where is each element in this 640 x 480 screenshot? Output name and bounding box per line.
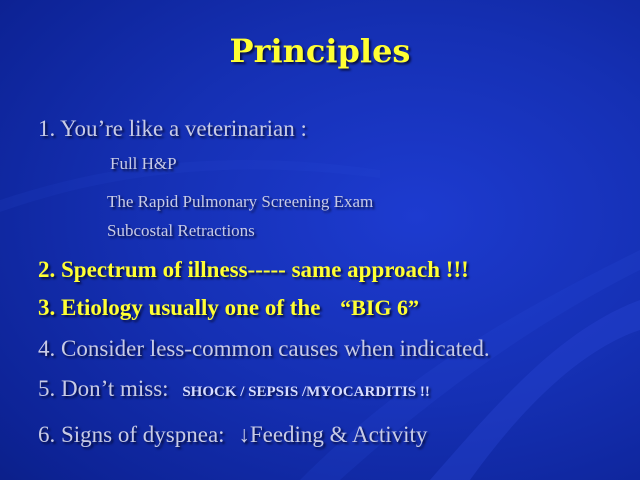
sub-item-rapid-pulmonary: The Rapid Pulmonary Screening Exam	[107, 192, 374, 211]
sub-item-full-hp: Full H&P	[110, 154, 177, 173]
item-5-text: 5. Don’t miss:	[38, 376, 169, 401]
item-3	[38, 295, 419, 321]
item-3-big6: “BIG 6”	[340, 295, 420, 320]
sub-item-subcostal: Subcostal Retractions	[107, 221, 255, 240]
item-5-warning: SHOCK / SEPSIS /MYOCARDITIS !!	[182, 384, 430, 400]
item-6-text: 6. Signs of dyspnea:	[38, 422, 225, 447]
item-2: 2. Spectrum of illness----- same approach !!!	[38, 257, 469, 282]
item-6	[38, 422, 427, 448]
item-3-text: 3. Etiology usually one of the	[38, 295, 321, 320]
item-5	[38, 376, 430, 402]
slide-title: Principles	[229, 32, 411, 70]
item-6-feeding: ↓Feeding & Activity	[238, 422, 428, 447]
item-4: 4. Consider less-common causes when indicated.	[38, 336, 490, 361]
item-1: 1. You’re like a veterinarian :	[38, 116, 307, 141]
